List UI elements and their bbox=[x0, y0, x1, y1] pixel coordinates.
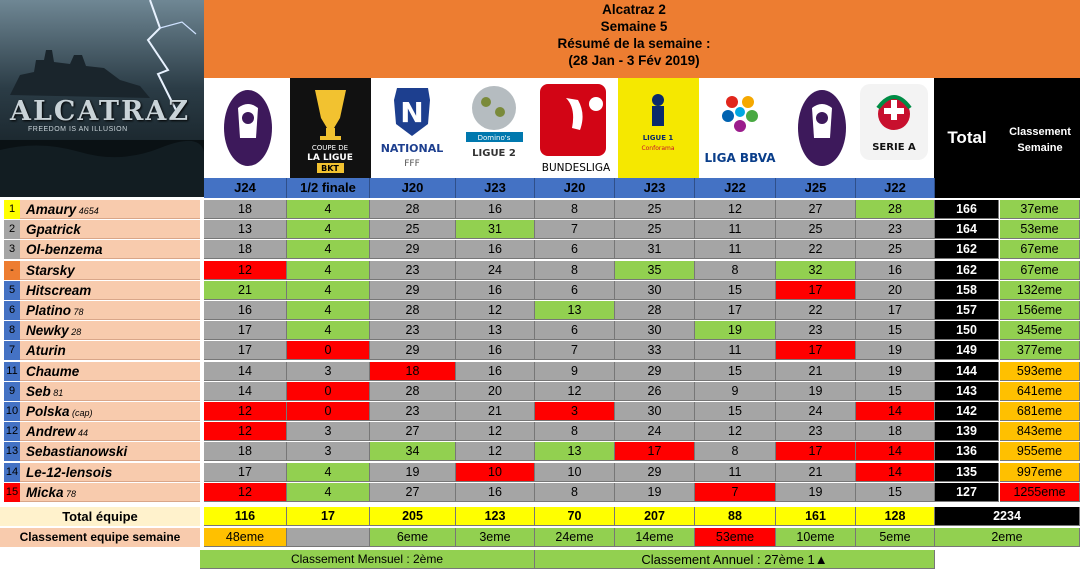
player-weekly-rank: 377eme bbox=[1000, 341, 1080, 360]
score-cell: 4 bbox=[287, 220, 370, 239]
score-cell: 27 bbox=[370, 422, 456, 441]
team-total-cell: 88 bbox=[695, 507, 776, 526]
national-logo bbox=[372, 78, 453, 178]
player-rank: 10 bbox=[4, 402, 20, 421]
player-name-text: Ol-benzema bbox=[26, 242, 103, 258]
round-label-7: J22 bbox=[695, 178, 776, 198]
player-name bbox=[20, 483, 200, 502]
ligue-2-logo bbox=[454, 78, 535, 178]
score-cell: 8 bbox=[535, 200, 615, 219]
score-cell: 12 bbox=[204, 261, 287, 280]
score-cell: 0 bbox=[287, 341, 370, 360]
score-cell: 11 bbox=[695, 220, 776, 239]
score-cell: 10 bbox=[456, 463, 535, 482]
player-total: 158 bbox=[935, 281, 999, 300]
alcatraz-banner bbox=[0, 0, 204, 197]
coupe-de-la-ligue-logo bbox=[290, 78, 371, 178]
team-total-cell: 207 bbox=[615, 507, 695, 526]
score-cell: 16 bbox=[456, 362, 535, 381]
player-name-text: Sebastianowski bbox=[26, 444, 128, 460]
score-cell: 8 bbox=[695, 261, 776, 280]
player-weekly-rank: 1255eme bbox=[1000, 483, 1080, 502]
team-rank-cell: 5eme bbox=[856, 528, 935, 547]
score-cell: 9 bbox=[535, 362, 615, 381]
score-cell: 28 bbox=[615, 301, 695, 320]
player-weekly-rank: 345eme bbox=[1000, 321, 1080, 340]
svg-text:SERIE A: SERIE A bbox=[872, 142, 916, 153]
score-cell: 8 bbox=[695, 442, 776, 461]
score-cell: 25 bbox=[776, 220, 856, 239]
score-cell: 14 bbox=[856, 463, 935, 482]
player-total: 149 bbox=[935, 341, 999, 360]
svg-text:LA LIGUE: LA LIGUE bbox=[307, 153, 353, 163]
score-cell: 23 bbox=[370, 321, 456, 340]
score-cell: 27 bbox=[370, 483, 456, 502]
player-name bbox=[20, 220, 200, 239]
player-name-text: Le-12-lensois bbox=[26, 464, 113, 480]
score-cell: 25 bbox=[370, 220, 456, 239]
player-rank: 1 bbox=[4, 200, 20, 219]
score-cell: 4 bbox=[287, 483, 370, 502]
score-cell: 4 bbox=[287, 200, 370, 219]
sheet-header bbox=[204, 0, 1080, 78]
classement-mensuel: Classement Mensuel : 2ème bbox=[200, 550, 535, 569]
score-cell: 28 bbox=[370, 200, 456, 219]
round-label-2: 1/2 finale bbox=[287, 178, 370, 198]
score-cell: 25 bbox=[856, 240, 935, 259]
team-total-cell: 161 bbox=[776, 507, 856, 526]
player-total: 157 bbox=[935, 301, 999, 320]
score-cell: 6 bbox=[535, 321, 615, 340]
player-weekly-rank: 53eme bbox=[1000, 220, 1080, 239]
score-cell: 17 bbox=[204, 463, 287, 482]
score-cell: 30 bbox=[615, 402, 695, 421]
player-name-text: Polska bbox=[26, 404, 70, 419]
player-name-suffix: 44 bbox=[75, 428, 89, 439]
score-cell: 12 bbox=[456, 442, 535, 461]
round-label-4: J23 bbox=[456, 178, 535, 198]
score-cell: 23 bbox=[370, 402, 456, 421]
score-cell: 25 bbox=[615, 220, 695, 239]
player-name-suffix: 78 bbox=[63, 488, 77, 499]
score-cell: 18 bbox=[204, 442, 287, 461]
player-weekly-rank: 132eme bbox=[1000, 281, 1080, 300]
player-name-text: Hitscream bbox=[26, 282, 92, 298]
score-cell: 19 bbox=[776, 382, 856, 401]
league-logos-row bbox=[204, 78, 936, 178]
bundesliga-logo bbox=[536, 78, 617, 178]
score-cell: 15 bbox=[695, 362, 776, 381]
score-cell: 7 bbox=[695, 483, 776, 502]
score-cell: 15 bbox=[695, 402, 776, 421]
player-weekly-rank: 843eme bbox=[1000, 422, 1080, 441]
score-cell: 19 bbox=[856, 341, 935, 360]
score-cell: 22 bbox=[776, 240, 856, 259]
svg-text:Conforama: Conforama bbox=[641, 145, 675, 152]
score-cell: 17 bbox=[204, 341, 287, 360]
player-name-text: Aturin bbox=[26, 343, 66, 359]
svg-text:COUPE DE: COUPE DE bbox=[311, 144, 349, 152]
player-weekly-rank: 67eme bbox=[1000, 261, 1080, 280]
score-cell: 18 bbox=[204, 200, 287, 219]
player-total: 142 bbox=[935, 402, 999, 421]
player-total: 135 bbox=[935, 463, 999, 482]
score-cell: 30 bbox=[615, 281, 695, 300]
ligue-1-logo bbox=[618, 78, 699, 178]
player-name bbox=[20, 261, 200, 280]
score-cell: 18 bbox=[204, 240, 287, 259]
total-equipe-label: Total équipe bbox=[0, 507, 200, 526]
score-cell: 7 bbox=[535, 341, 615, 360]
score-cell: 4 bbox=[287, 321, 370, 340]
score-cell: 8 bbox=[535, 422, 615, 441]
svg-text:BKT: BKT bbox=[321, 164, 339, 173]
score-cell: 10 bbox=[535, 463, 615, 482]
score-cell: 17 bbox=[776, 281, 856, 300]
team-rank-cell bbox=[287, 528, 370, 547]
player-total: 162 bbox=[935, 261, 999, 280]
player-name-text: Chaume bbox=[26, 363, 80, 379]
round-label-5: J20 bbox=[535, 178, 615, 198]
player-name bbox=[20, 442, 200, 461]
score-cell: 33 bbox=[615, 341, 695, 360]
player-name bbox=[20, 281, 200, 300]
score-cell: 29 bbox=[370, 281, 456, 300]
player-name-text: Gpatrick bbox=[26, 222, 81, 238]
score-cell: 8 bbox=[535, 261, 615, 280]
score-cell: 11 bbox=[695, 463, 776, 482]
score-cell: 21 bbox=[776, 463, 856, 482]
svg-text:FFF: FFF bbox=[404, 159, 420, 169]
score-cell: 11 bbox=[695, 341, 776, 360]
score-cell: 4 bbox=[287, 463, 370, 482]
score-cell: 30 bbox=[615, 321, 695, 340]
classement-column-header: Classement Semaine bbox=[1000, 78, 1080, 198]
score-cell: 17 bbox=[776, 341, 856, 360]
score-cell: 34 bbox=[370, 442, 456, 461]
score-cell: 12 bbox=[204, 422, 287, 441]
team-grand-total: 2234 bbox=[935, 507, 1080, 526]
score-cell: 19 bbox=[370, 463, 456, 482]
score-cell: 12 bbox=[204, 483, 287, 502]
score-cell: 9 bbox=[695, 382, 776, 401]
score-cell: 18 bbox=[856, 422, 935, 441]
team-total-cell: 116 bbox=[204, 507, 287, 526]
score-cell: 14 bbox=[856, 402, 935, 421]
player-total: 144 bbox=[935, 362, 999, 381]
player-weekly-rank: 593eme bbox=[1000, 362, 1080, 381]
classement-annuel: Classement Annuel : 27ème 1▲ bbox=[535, 550, 935, 569]
player-name-suffix: 28 bbox=[68, 327, 82, 338]
score-cell: 20 bbox=[856, 281, 935, 300]
svg-text:Domino's: Domino's bbox=[477, 134, 511, 142]
score-cell: 28 bbox=[370, 382, 456, 401]
score-cell: 0 bbox=[287, 402, 370, 421]
score-cell: 28 bbox=[370, 301, 456, 320]
player-name-suffix: 78 bbox=[71, 307, 84, 317]
player-name bbox=[20, 240, 200, 259]
score-cell: 16 bbox=[856, 261, 935, 280]
score-cell: 31 bbox=[456, 220, 535, 239]
score-cell: 16 bbox=[456, 341, 535, 360]
player-total: 136 bbox=[935, 442, 999, 461]
player-weekly-rank: 67eme bbox=[1000, 240, 1080, 259]
score-cell: 17 bbox=[695, 301, 776, 320]
banner-subtitle: FREEDOM IS AN ILLUSION bbox=[28, 126, 128, 133]
score-cell: 26 bbox=[615, 382, 695, 401]
player-weekly-rank: 641eme bbox=[1000, 382, 1080, 401]
score-cell: 35 bbox=[615, 261, 695, 280]
team-total-cell: 17 bbox=[287, 507, 370, 526]
player-total: 139 bbox=[935, 422, 999, 441]
score-cell: 21 bbox=[204, 281, 287, 300]
team-rank-cell: 3eme bbox=[456, 528, 535, 547]
score-cell: 4 bbox=[287, 301, 370, 320]
score-cell: 24 bbox=[776, 402, 856, 421]
score-cell: 29 bbox=[615, 362, 695, 381]
classement-equipe-label: Classement equipe semaine bbox=[0, 528, 200, 547]
team-total-cell: 70 bbox=[535, 507, 615, 526]
svg-text:LIGA BBVA: LIGA BBVA bbox=[704, 151, 776, 165]
player-name-suffix: 81 bbox=[50, 387, 64, 398]
score-cell: 17 bbox=[856, 301, 935, 320]
player-name-suffix: (cap) bbox=[69, 408, 93, 418]
player-rank: 12 bbox=[4, 422, 20, 441]
player-rank: 5 bbox=[4, 281, 20, 300]
score-cell: 16 bbox=[456, 200, 535, 219]
player-name-text: Andrew bbox=[26, 424, 76, 440]
player-name-text: Amaury bbox=[26, 202, 77, 217]
score-cell: 3 bbox=[287, 442, 370, 461]
player-name-text: Newky bbox=[26, 323, 69, 339]
player-rank: 6 bbox=[4, 301, 20, 320]
score-cell: 12 bbox=[456, 301, 535, 320]
banner-title: ALCATRAZ bbox=[10, 96, 191, 127]
player-name bbox=[20, 341, 200, 360]
player-weekly-rank: 37eme bbox=[1000, 200, 1080, 219]
score-cell: 23 bbox=[370, 261, 456, 280]
header-line4: (28 Jan - 3 Fév 2019) bbox=[568, 53, 700, 68]
svg-text:LIGUE 2: LIGUE 2 bbox=[472, 148, 516, 159]
score-cell: 16 bbox=[456, 483, 535, 502]
score-cell: 3 bbox=[287, 422, 370, 441]
score-cell: 17 bbox=[204, 321, 287, 340]
team-overall-rank: 2eme bbox=[935, 528, 1080, 547]
score-cell: 15 bbox=[856, 382, 935, 401]
player-total: 127 bbox=[935, 483, 999, 502]
score-cell: 13 bbox=[535, 301, 615, 320]
player-rank: 9 bbox=[4, 382, 20, 401]
liga-bbva-logo bbox=[700, 78, 781, 178]
score-cell: 0 bbox=[287, 382, 370, 401]
header-line1: Alcatraz 2 bbox=[602, 2, 666, 17]
score-cell: 8 bbox=[535, 483, 615, 502]
score-cell: 29 bbox=[370, 240, 456, 259]
round-label-8: J25 bbox=[776, 178, 856, 198]
score-cell: 12 bbox=[204, 402, 287, 421]
player-name bbox=[20, 362, 200, 381]
player-rank: 11 bbox=[4, 362, 20, 381]
total-column-header: Total bbox=[934, 78, 1000, 198]
score-cell: 19 bbox=[695, 321, 776, 340]
player-name-text: Platino bbox=[26, 303, 72, 318]
score-cell: 28 bbox=[856, 200, 935, 219]
score-cell: 4 bbox=[287, 281, 370, 300]
score-cell: 32 bbox=[776, 261, 856, 280]
player-total: 164 bbox=[935, 220, 999, 239]
score-cell: 14 bbox=[204, 362, 287, 381]
svg-text:BUNDESLIGA: BUNDESLIGA bbox=[541, 162, 611, 174]
score-cell: 12 bbox=[695, 422, 776, 441]
score-cell: 20 bbox=[456, 382, 535, 401]
premier-league-logo-1 bbox=[208, 78, 289, 178]
score-cell: 16 bbox=[204, 301, 287, 320]
player-name bbox=[20, 382, 200, 401]
score-cell: 21 bbox=[456, 402, 535, 421]
player-total: 162 bbox=[935, 240, 999, 259]
score-cell: 31 bbox=[615, 240, 695, 259]
score-cell: 21 bbox=[776, 362, 856, 381]
score-cell: 15 bbox=[695, 281, 776, 300]
score-cell: 7 bbox=[535, 220, 615, 239]
serie-a-logo bbox=[854, 78, 935, 178]
score-cell: 19 bbox=[615, 483, 695, 502]
player-rank: 13 bbox=[4, 442, 20, 461]
round-label-6: J23 bbox=[615, 178, 695, 198]
round-label-3: J20 bbox=[370, 178, 456, 198]
score-cell: 6 bbox=[535, 240, 615, 259]
score-cell: 16 bbox=[456, 281, 535, 300]
svg-text:LIGUE 1: LIGUE 1 bbox=[642, 134, 674, 142]
player-rank: 8 bbox=[4, 321, 20, 340]
score-cell: 4 bbox=[287, 261, 370, 280]
svg-text:N: N bbox=[400, 96, 424, 129]
score-cell: 11 bbox=[695, 240, 776, 259]
team-total-cell: 205 bbox=[370, 507, 456, 526]
score-cell: 23 bbox=[856, 220, 935, 239]
score-cell: 17 bbox=[776, 442, 856, 461]
score-cell: 13 bbox=[204, 220, 287, 239]
team-rank-cell: 6eme bbox=[370, 528, 456, 547]
team-rank-cell: 10eme bbox=[776, 528, 856, 547]
player-name-text: Micka bbox=[26, 484, 64, 500]
score-cell: 6 bbox=[535, 281, 615, 300]
player-name bbox=[20, 422, 200, 441]
score-cell: 27 bbox=[776, 200, 856, 219]
score-cell: 17 bbox=[615, 442, 695, 461]
score-cell: 19 bbox=[776, 483, 856, 502]
player-name bbox=[20, 463, 200, 482]
team-rank-cell: 14eme bbox=[615, 528, 695, 547]
team-total-cell: 123 bbox=[456, 507, 535, 526]
player-total: 166 bbox=[935, 200, 999, 219]
score-cell: 18 bbox=[370, 362, 456, 381]
player-total: 143 bbox=[935, 382, 999, 401]
score-cell: 23 bbox=[776, 321, 856, 340]
player-weekly-rank: 997eme bbox=[1000, 463, 1080, 482]
player-name-suffix: 4654 bbox=[76, 206, 99, 216]
score-cell: 23 bbox=[776, 422, 856, 441]
score-cell: 4 bbox=[287, 240, 370, 259]
score-cell: 29 bbox=[615, 463, 695, 482]
player-weekly-rank: 955eme bbox=[1000, 442, 1080, 461]
player-name-text: Starsky bbox=[26, 262, 75, 278]
player-rank: 2 bbox=[4, 220, 20, 239]
score-cell: 12 bbox=[535, 382, 615, 401]
team-rank-cell: 24eme bbox=[535, 528, 615, 547]
score-cell: 29 bbox=[370, 341, 456, 360]
score-cell: 3 bbox=[287, 362, 370, 381]
score-cell: 15 bbox=[856, 321, 935, 340]
header-line3: Résumé de la semaine : bbox=[557, 36, 711, 51]
score-cell: 24 bbox=[615, 422, 695, 441]
round-label-9: J22 bbox=[856, 178, 935, 198]
player-name bbox=[20, 321, 200, 340]
score-cell: 14 bbox=[856, 442, 935, 461]
score-cell: 12 bbox=[456, 422, 535, 441]
player-weekly-rank: 156eme bbox=[1000, 301, 1080, 320]
header-line2: Semaine 5 bbox=[600, 19, 668, 34]
player-rank: 15 bbox=[4, 483, 20, 502]
player-name bbox=[20, 402, 200, 421]
score-cell: 25 bbox=[615, 200, 695, 219]
score-cell: 3 bbox=[535, 402, 615, 421]
svg-text:NATIONAL: NATIONAL bbox=[380, 142, 444, 155]
player-weekly-rank: 681eme bbox=[1000, 402, 1080, 421]
player-rank: 7 bbox=[4, 341, 20, 360]
team-total-cell: 128 bbox=[856, 507, 935, 526]
score-cell: 13 bbox=[535, 442, 615, 461]
score-cell: 14 bbox=[204, 382, 287, 401]
player-rank: 3 bbox=[4, 240, 20, 259]
score-cell: 24 bbox=[456, 261, 535, 280]
player-rank: - bbox=[4, 261, 20, 280]
round-label-1: J24 bbox=[204, 178, 287, 198]
score-cell: 19 bbox=[856, 362, 935, 381]
team-rank-cell: 48eme bbox=[204, 528, 287, 547]
player-name bbox=[20, 301, 200, 320]
premier-league-logo-2 bbox=[782, 78, 863, 178]
player-name-text: Seb bbox=[26, 383, 51, 399]
score-cell: 13 bbox=[456, 321, 535, 340]
player-name bbox=[20, 200, 200, 219]
score-cell: 15 bbox=[856, 483, 935, 502]
score-cell: 22 bbox=[776, 301, 856, 320]
score-cell: 16 bbox=[456, 240, 535, 259]
player-rank: 14 bbox=[4, 463, 20, 482]
player-total: 150 bbox=[935, 321, 999, 340]
score-cell: 12 bbox=[695, 200, 776, 219]
team-rank-cell: 53eme bbox=[695, 528, 776, 547]
